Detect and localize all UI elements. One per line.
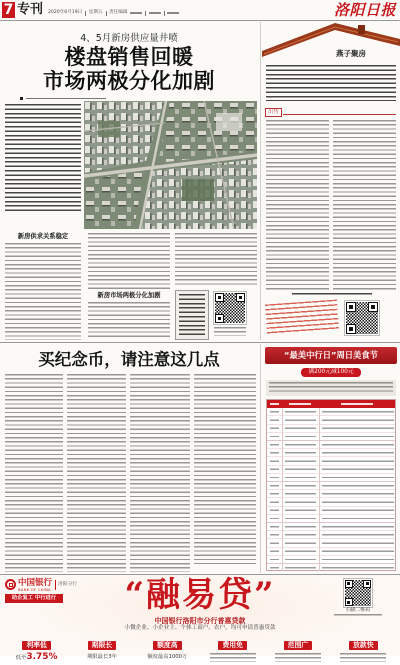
- feature-wide-scope: [265, 632, 330, 656]
- feature-fee-waived: [200, 632, 265, 656]
- aerial-city-image: [84, 101, 257, 229]
- bank-logo-square: [9, 583, 13, 587]
- section-name: 专刊: [17, 2, 44, 17]
- header-date: 2020年6月19日: [48, 10, 83, 15]
- qr-finder-pattern: [368, 302, 378, 312]
- listing-tab-rule: [283, 114, 396, 115]
- byline-text: [26, 98, 106, 100]
- bank-qr-code: [344, 579, 372, 607]
- qr-finder-pattern: [346, 302, 356, 312]
- feature-label: 利率低: [22, 641, 50, 650]
- header-weekday: 星期五: [88, 10, 103, 15]
- festival-description-box: [266, 380, 396, 396]
- article-qr-caption: [214, 327, 246, 336]
- table-column-address: [322, 408, 394, 571]
- ad-audience: 小微企业、小企业主、个体工商户、农户，均可申请普惠贷款: [124, 625, 276, 631]
- feature-detail-text: [275, 653, 321, 662]
- festival-description-text: [269, 382, 393, 394]
- article-qr-code: [214, 292, 246, 324]
- qr-finder-pattern: [215, 293, 224, 302]
- lead-subhead-1: 新房供求关系稳定: [17, 233, 69, 240]
- header-meta: [48, 10, 179, 16]
- header-proof-names: [167, 12, 179, 14]
- loan-product-name: “融易贷”: [124, 575, 276, 615]
- feature-fast-loan: [331, 632, 396, 656]
- table-column-merchant: [285, 408, 316, 571]
- qr-finder-pattern: [215, 314, 224, 323]
- feature-rate-value: 3.75%: [26, 652, 58, 662]
- lead-body-column-1: [5, 243, 81, 340]
- byline-marker: [20, 97, 23, 100]
- yanzi-qr-code: [345, 301, 379, 335]
- qr-finder-pattern: [345, 598, 353, 606]
- feature-high-limit: [135, 632, 200, 660]
- participation-notice-text: [265, 300, 339, 337]
- aerial-city-photo: [84, 101, 257, 229]
- feature-label: 额度高: [153, 641, 181, 650]
- lead-body-column-2b: [88, 302, 170, 340]
- yanzi-intro-text: [266, 65, 396, 101]
- coin-body-column-1: [5, 374, 63, 572]
- bank-name-english: BANK OF CHINA: [18, 587, 51, 592]
- meta-separator: [164, 11, 165, 16]
- column-divider: [260, 344, 261, 573]
- feature-detail-text: 低至: [15, 655, 27, 661]
- feature-detail: [4, 651, 69, 664]
- bank-name: 中国银行: [18, 578, 53, 588]
- page-number: 7: [3, 2, 14, 18]
- table-header-cell: [270, 403, 279, 405]
- qr-finder-pattern: [363, 580, 371, 588]
- qr-finder-pattern: [345, 580, 353, 588]
- meta-separator: [85, 11, 86, 16]
- food-festival-banner: “最美中行日”周日美食节: [265, 347, 397, 364]
- merchant-table: [266, 399, 396, 571]
- table-header-row: [267, 400, 395, 408]
- qr-finder-pattern: [236, 293, 245, 302]
- listing-column-1: [266, 120, 329, 290]
- feature-detail-text: [340, 653, 386, 662]
- header-editor-label: 责任编辑: [109, 10, 128, 15]
- meta-separator: [106, 11, 107, 16]
- listing-tab-for-sale: 出售: [265, 108, 282, 117]
- bank-branch: 洛阳分行: [58, 582, 78, 587]
- feature-label: 期限长: [88, 641, 116, 650]
- logo-separator: [55, 580, 56, 590]
- pull-quote-box: [175, 290, 209, 340]
- coin-body-column-2: [67, 374, 126, 572]
- feature-detail-text: 额度最高1000万: [147, 654, 188, 660]
- column-divider: [260, 22, 261, 340]
- coin-body-column-4: [194, 374, 256, 564]
- feature-label: 费用免: [218, 641, 246, 650]
- participation-heading: [292, 293, 372, 297]
- coin-body-column-3: [130, 374, 190, 572]
- header-staff-names: [149, 12, 161, 14]
- lead-headline-line-2: 市场两极分化加剧: [43, 69, 215, 93]
- feature-row: [4, 632, 396, 662]
- bank-qr-caption: 扫描二维码: [346, 608, 370, 613]
- lead-kicker: 4、5月新房供应量井喷: [80, 33, 178, 44]
- lead-body-column-3: [175, 233, 257, 287]
- qr-finder-pattern: [346, 324, 356, 334]
- table-column-number: [270, 408, 279, 571]
- table-column-line: [319, 408, 320, 571]
- section-divider: [0, 342, 400, 343]
- yanzi-jufang-title: 燕子聚房: [336, 49, 366, 58]
- meta-separator: [145, 11, 146, 16]
- pull-quote-text: [179, 294, 205, 336]
- lead-body-column-2: [88, 233, 170, 289]
- table-column-line: [282, 408, 283, 571]
- ad-subtitle: 中国银行洛阳市分行普惠贷款: [154, 617, 246, 625]
- feature-label: 范围广: [284, 641, 312, 650]
- header-editor-names: [130, 12, 142, 14]
- campaign-tag: 助企复工 中行进行: [5, 594, 63, 603]
- coin-article-headline: 买纪念币，请注意这几点: [38, 350, 220, 369]
- feature-detail-text: 期限最长3年: [87, 654, 117, 660]
- lead-headline-line-1: 楼盘销售回暖: [64, 45, 194, 69]
- table-header-cell: [341, 403, 373, 405]
- feature-low-rate: [4, 632, 69, 662]
- feature-label: 放款快: [349, 641, 377, 650]
- lead-lede-text: [5, 104, 81, 214]
- lead-subhead-2: 新房市场两极分化加剧: [97, 292, 161, 299]
- listing-column-2: [333, 120, 396, 290]
- promo-badge: 满200元减100元: [301, 368, 361, 377]
- feature-detail-text: [210, 653, 256, 662]
- table-header-cell: [289, 403, 311, 405]
- masthead-logo: 洛阳日报: [334, 1, 397, 19]
- feature-long-term: [69, 632, 134, 660]
